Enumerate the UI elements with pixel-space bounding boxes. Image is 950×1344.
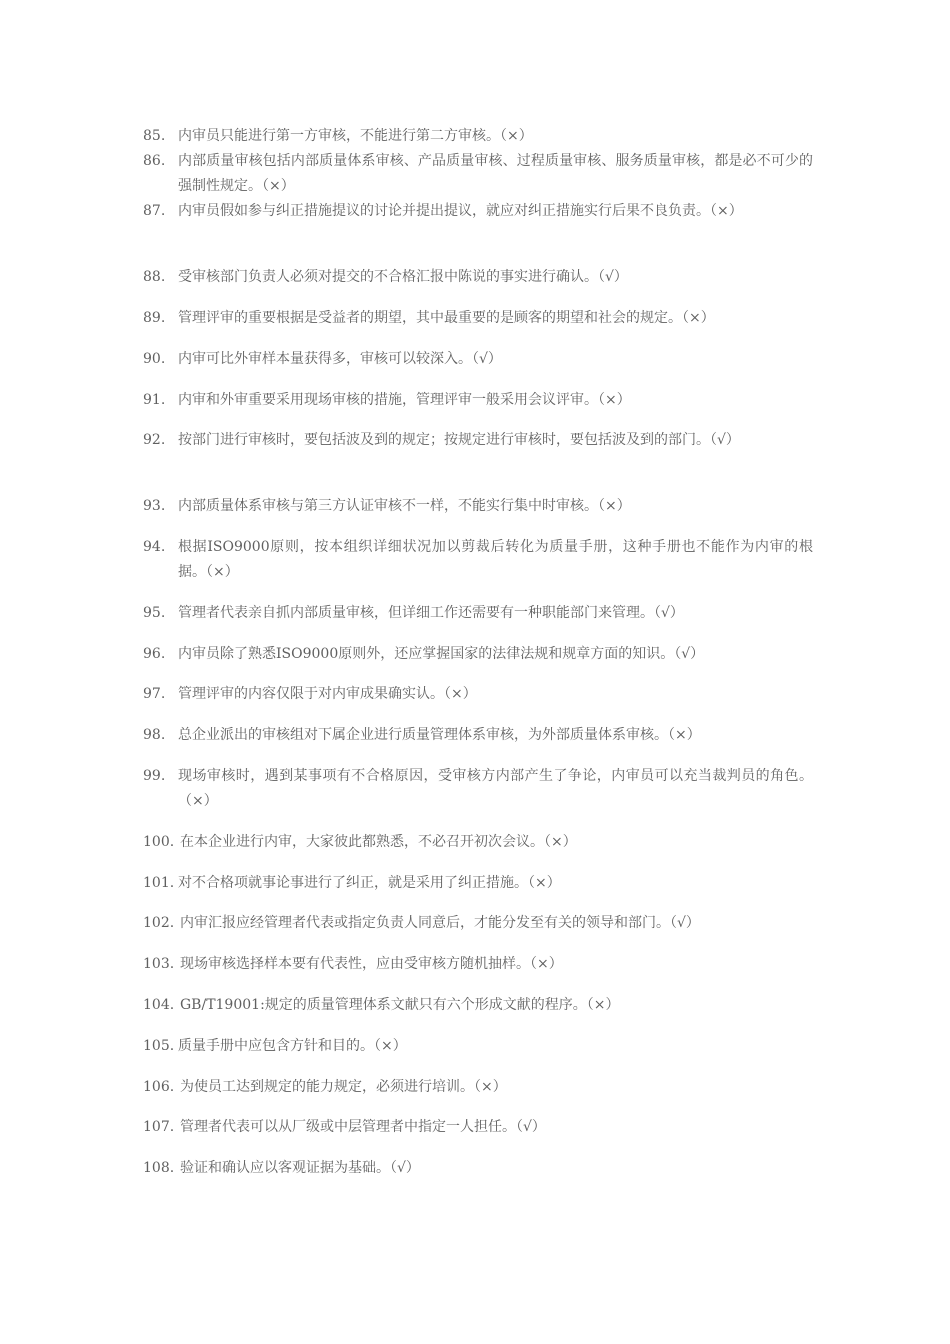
question-text: 管理评审的重要根据是受益者的期望，其中最重要的是顾客的期望和社会的规定。（×）	[178, 310, 715, 326]
question-text: 现场审核时，遇到某事项有不合格原因，受审核方内部产生了争论，内审员可以充当裁判员的角色。（×）	[178, 768, 813, 809]
question-item	[143, 1034, 813, 1059]
question-text: 管理者代表可以从厂级或中层管理者中指定一人担任。（√）	[180, 1119, 546, 1135]
question-text: 内部质量审核包括内部质量体系审核、产品质量审核、过程质量审核、服务质量审核，都是必不可少的强制性规定。（×）	[178, 153, 813, 194]
question-text: 为使员工达到规定的能力规定，必须进行培训。（×）	[180, 1079, 507, 1095]
question-item	[143, 124, 813, 149]
question-item	[143, 993, 813, 1018]
question-number: 98.	[143, 727, 166, 743]
question-text: 质量手册中应包含方针和目的。（×）	[178, 1038, 407, 1054]
question-item	[143, 428, 813, 453]
question-text: 验证和确认应以客观证据为基础。（√）	[180, 1160, 420, 1176]
question-text: 内审可比外审样本量获得多，审核可以较深入。（√）	[178, 351, 502, 367]
question-item	[143, 149, 813, 199]
question-item	[143, 723, 813, 748]
question-item	[143, 388, 813, 413]
question-number: 108.	[143, 1160, 175, 1176]
question-text: 现场审核选择样本要有代表性，应由受审核方随机抽样。（×）	[180, 956, 563, 972]
question-item	[143, 199, 813, 224]
question-text: 内审和外审重要采用现场审核的措施，管理评审一般采用会议评审。（×）	[178, 392, 631, 408]
question-item	[143, 1115, 813, 1140]
question-number: 102.	[143, 915, 175, 931]
question-number: 100.	[143, 834, 175, 850]
question-text: 内审员只能进行第一方审核，不能进行第二方审核。（×）	[178, 128, 533, 144]
question-text: 内部质量体系审核与第三方认证审核不一样，不能实行集中时审核。（×）	[178, 498, 631, 514]
question-item	[143, 306, 813, 331]
question-number: 90.	[143, 351, 166, 367]
question-number: 103.	[143, 956, 175, 972]
question-number: 88.	[143, 269, 166, 285]
question-item	[143, 764, 813, 814]
question-item	[143, 1156, 813, 1181]
question-text: 管理者代表亲自抓内部质量审核，但详细工作还需要有一种职能部门来管理。（√）	[178, 605, 684, 621]
question-number: 95.	[143, 605, 166, 621]
question-item	[143, 494, 813, 519]
question-number: 89.	[143, 310, 166, 326]
question-text: 按部门进行审核时，要包括波及到的规定；按规定进行审核时，要包括波及到的部门。（√）	[178, 432, 740, 448]
question-number: 87.	[143, 203, 166, 219]
question-item	[143, 601, 813, 626]
question-item	[143, 535, 813, 585]
question-text: 在本企业进行内审，大家彼此都熟悉，不必召开初次会议。（×）	[180, 834, 577, 850]
question-text: 内审员除了熟悉ISO9000原则外，还应掌握国家的法律法规和规章方面的知识。（√）	[178, 646, 705, 662]
question-text: 管理评审的内容仅限于对内审成果确实认。（×）	[178, 686, 477, 702]
question-item	[143, 830, 813, 855]
question-number: 105.	[143, 1038, 175, 1054]
question-text: 受审核部门负责人必须对提交的不合格汇报中陈说的事实进行确认。（√）	[178, 269, 628, 285]
question-number: 106.	[143, 1079, 175, 1095]
question-number: 104.	[143, 997, 175, 1013]
question-item	[143, 682, 813, 707]
question-item	[143, 642, 813, 667]
question-item	[143, 871, 813, 896]
question-number: 99.	[143, 768, 166, 784]
question-text: 对不合格项就事论事进行了纠正，就是采用了纠正措施。（×）	[178, 875, 561, 891]
question-text: GB/T19001:规定的质量管理体系文献只有六个形成文献的程序。（×）	[180, 997, 620, 1013]
question-number: 107.	[143, 1119, 175, 1135]
question-number: 94.	[143, 539, 166, 555]
question-number: 97.	[143, 686, 166, 702]
question-number: 93.	[143, 498, 166, 514]
question-text: 总企业派出的审核组对下属企业进行质量管理体系审核，为外部质量体系审核。（×）	[178, 727, 701, 743]
question-item	[143, 347, 813, 372]
question-item	[143, 911, 813, 936]
question-number: 101.	[143, 875, 175, 891]
question-text: 根据ISO9000原则，按本组织详细状况加以剪裁后转化为质量手册，这种手册也不能作为内审的根据。（×）	[178, 539, 813, 580]
question-text: 内审员假如参与纠正措施提议的讨论并提出提议，就应对纠正措施实行后果不良负责。（×）	[178, 203, 743, 219]
question-item	[143, 1075, 813, 1100]
question-item	[143, 265, 813, 290]
question-number: 91.	[143, 392, 166, 408]
question-number: 85.	[143, 128, 166, 144]
question-number: 96.	[143, 646, 166, 662]
question-number: 86.	[143, 153, 166, 169]
question-item	[143, 952, 813, 977]
question-text: 内审汇报应经管理者代表或指定负责人同意后，才能分发至有关的领导和部门。（√）	[180, 915, 700, 931]
question-number: 92.	[143, 432, 166, 448]
